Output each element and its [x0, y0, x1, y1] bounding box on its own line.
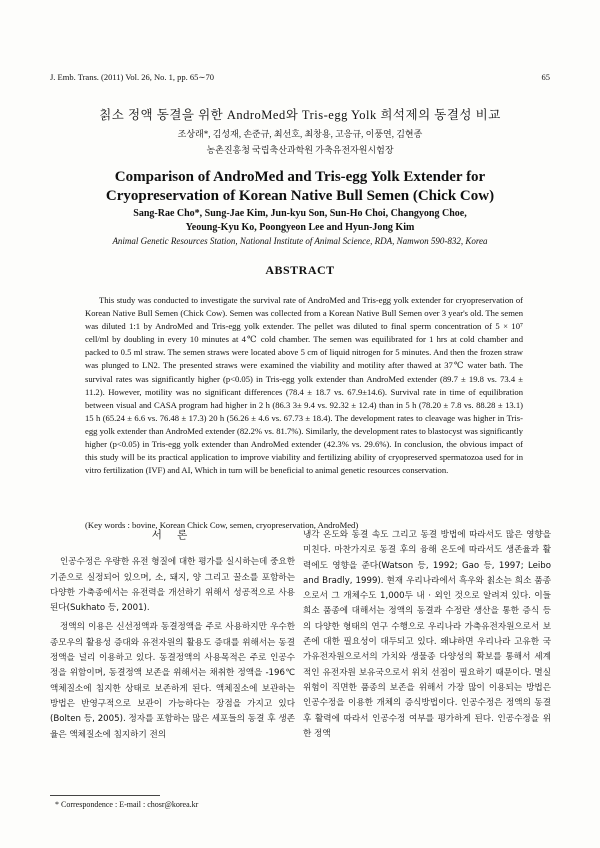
- intro-paragraph-2: 정액의 이용은 신선정액과 동결정액을 주로 사용하지만 우수한 종모우의 활용성 증대와 유전자원의 활용도 증대를 위해서는 동결정액을 널리 이용하고 있다. 동결정액의 사용목적은 주로 인공수정을 위함이며, 동결정액 보존을 위해서는 채취한 정액을 -196℃ 액체질소에 침지한 상태로 보존하게 된다. 액체질소에 보관하는 방법은 반영구적으로 보관이 가능하다는 장점을 가지고 있다(Bolten 등, 2005). 정자를 포함하는 많은 세포들의 동결 후 생존율은 액체질소에 침지하기 전의: [50, 622, 295, 740]
- abstract-heading: ABSTRACT: [265, 263, 335, 277]
- journal-citation: J. Emb. Trans. (2011) Vol. 26, No. 1, pp. 65∼70: [50, 72, 214, 82]
- keywords: (Key words : bovine, Korean Chick Cow, semen, cryopreservation, AndroMed): [85, 520, 359, 530]
- title-english: Comparison of AndroMed and Tris-egg Yolk Extender for Cryopreservation of Korean Native Bull Semen (Chick Cow): [105, 169, 495, 204]
- running-header: [50, 72, 550, 83]
- right-column: [303, 528, 551, 746]
- authors-korean: 조상래*, 김성재, 손준규, 최선호, 최창용, 고응규, 이풍연, 김현종: [177, 129, 423, 139]
- abstract-body: [85, 294, 523, 477]
- intro-heading: 서 론: [151, 529, 194, 541]
- intro-paragraph-3: 냉각 온도와 동결 속도 그리고 동결 방법에 따라서도 많은 영향을 미친다. 마찬가지로 동결 후의 융해 온도에 따라서도 생존율과 활력에도 영향을 준다(Watson 등, 1992; Gao 등, 1997; Leibo and Bradly, 1999). 현재 우리나라에서 흑우와 칡소는 희소 품종으로서 그 개체수도 1,000두 내 · 외인 것으로 알려져 있다. 이들 희소 품종에 대해서는 정액의 동결과 수정란 생산을 통한 증식 등의 다양한 형태의 연구 수행으로 우리나라 가축유전자원으로서 보존에 대한 필요성이 대두되고 있다. 왜냐하면 우리나라 고유한 국가유전자원으로서의 가치와 생물종 다양성의 확보를 통해서 세계적인 유전자원 보유국으로서 위치 선점이 필요하기 때문이다. 멸실 위험이 직면한 품종의 보존을 위해서 가장 많이 이용되는 방법은 인공수정을 이용한 개체의 증식방법이다. 인공수정은 정액의 동결 후 활력에 따라서 인공수정 여부를 평가하게 된다. 인공수정을 위한 정액: [303, 530, 551, 739]
- abstract-paragraph: This study was conducted to investigate the survival rate of AndroMed and Tris-egg yolk extender for cryopreservation of Korean Native Bull Semen (Chick Cow). Semen was collected from a Korean Native Bull Semen over 3 year's old. The semen was diluted 1:1 by AndroMed and Tris-egg yolk extender. The pellet was diluted to final sperm concentration of 5 × 10⁷ cell/ml by doubling in every 10 minutes at 4℃ cold chamber. The semen was equilibrated for 1 hrs at cold chamber and packed to 0.5 ml straw. The semen straws were located above 5 cm of liquid nitrogen for 5 minutes. And then the frozen straw was plunged to LN2. The presented straws were examined the viability and motility after thawed at 37℃ water bath. The survival rates was significantly higher (p<0.05) in Tris-egg yolk extender than AndroMed extender (89.7 ± 19.8 vs. 73.4 ± 11.2). However, motility was no significant differences (78.4 ± 18.7 vs. 67.9±14.6). Survival rate in time of equilibration between visual and CASA program had higher in 2 h (86.3 3± 9.4 vs. 92.32 ± 12.4) than in 5 h (78.20 ± 7.8 vs. 88.28 ± 13.1) 15 h (65.24 ± 6.6 vs. 76.48 ± 17.3) 20 h (56.26 ± 4.6 vs. 67.73 ± 18.4). The development rates to cleavage was higher in Tris-egg yolk extender than AndroMed extender (82.2% vs. 81.7%). Similarly, the development rates to blastocyst was significantly higher (p<0.05) in Tris-egg yolk extender than AndroMed extender (42.3% vs. 29.6%). In conclusion, the obvious impact of this study will be its practical application to improve viability and fertilizing ability of cryopreserved spermatozoa used for in vitro fertilization (IVF) and AI, Which in turn will be beneficial to animal genetic resources conservation.: [85, 295, 523, 476]
- affiliation-english: Animal Genetic Resources Station, National Institute of Animal Science, RDA, Namwon 590-832, Korea: [112, 236, 488, 246]
- page-number: 65: [541, 72, 550, 82]
- intro-paragraph-1: 인공수정은 우량한 유전 형질에 대한 평가를 실시하는데 중요한 기준으로 실정되어 있으며, 소, 돼지, 양 그리고 꿀소를 포함하는 다양한 가축종에서는 유전력을 개선하기 위해서 성공적으로 사용된다(Sukhato 등, 2001).: [50, 557, 295, 614]
- affiliation-korean: 농촌진흥청 국립축산과학원 가축유전자원시험장: [206, 145, 394, 155]
- authors-english-line2: Yeoung-Kyu Ko, Poongyeon Lee and Hyun-Jong Kim: [185, 222, 415, 233]
- footnote-divider: [50, 795, 160, 796]
- authors-english: [60, 207, 540, 235]
- authors-english-line1: Sang-Rae Cho*, Sung-Jae Kim, Jun-kyu Son, Sun-Ho Choi, Changyong Choe,: [133, 208, 467, 219]
- correspondence-footnote: * Correspondence : E-mail : chosr@korea.kr: [55, 800, 199, 809]
- left-column: [50, 528, 295, 747]
- title-korean: 칡소 정액 동결을 위한 AndroMed와 Tris-egg Yolk 희석제의 동결성 비교: [99, 108, 501, 122]
